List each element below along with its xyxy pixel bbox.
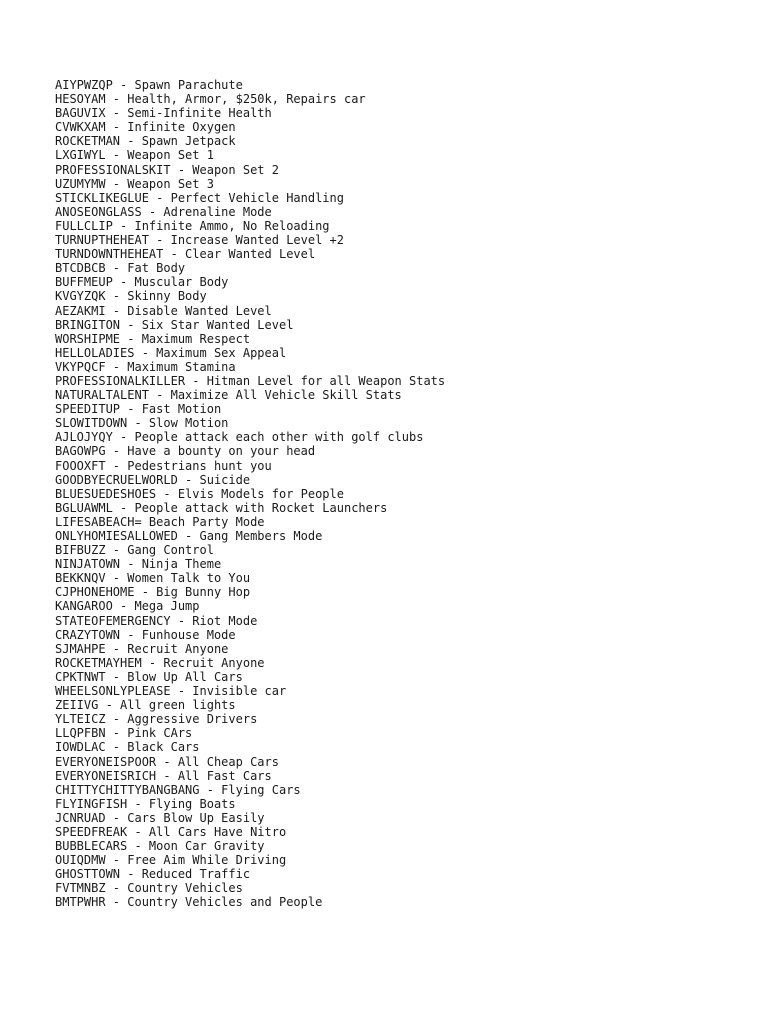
cheat-line: JCNRUAD - Cars Blow Up Easily [55, 810, 265, 825]
cheat-line: EVERYONEISPOOR - All Cheap Cars [55, 754, 279, 769]
cheat-line: WORSHIPME - Maximum Respect [55, 331, 251, 346]
cheat-line: TURNUPTHEHEAT - Increase Wanted Level +2 [55, 233, 344, 248]
cheat-line: LLQPFBN - Pink CArs [55, 726, 193, 741]
cheat-line: AEZAKMI - Disable Wanted Level [55, 303, 272, 318]
cheat-code-list [55, 78, 445, 910]
cheat-line: FVTMNBZ - Country Vehicles [55, 881, 243, 896]
cheat-line: NINJATOWN - Ninja Theme [55, 557, 222, 572]
cheat-line: ANOSEONGLASS - Adrenaline Mode [55, 204, 272, 219]
cheat-line: SJMAHPE - Recruit Anyone [55, 641, 229, 656]
cheat-line: BMTPWHR - Country Vehicles and People [55, 895, 323, 910]
cheat-line: FOOOXFT - Pedestrians hunt you [55, 458, 272, 473]
cheat-line: EVERYONEISRICH - All Fast Cars [55, 768, 272, 783]
cheat-line: OUIQDMW - Free Aim While Driving [55, 853, 287, 868]
cheat-line: YLTEICZ - Aggressive Drivers [55, 712, 258, 727]
cheat-line: CPKTNWT - Blow Up All Cars [55, 669, 243, 684]
cheat-line: KVGYZQK - Skinny Body [55, 289, 207, 304]
cheat-line: BUFFMEUP - Muscular Body [55, 275, 229, 290]
cheat-line: TURNDOWNTHEHEAT - Clear Wanted Level [55, 247, 316, 262]
cheat-line: GHOSTTOWN - Reduced Traffic [55, 867, 251, 882]
cheat-line: ROCKETMAN - Spawn Jetpack [55, 134, 236, 149]
cheat-line: FULLCLIP - Infinite Ammo, No Reloading [55, 218, 330, 233]
cheat-line: BAGUVIX - Semi-Infinite Health [55, 106, 272, 121]
cheat-line: CJPHONEHOME - Big Bunny Hop [55, 585, 251, 600]
cheat-line: KANGAROO - Mega Jump [55, 599, 200, 614]
cheat-line: BLUESUEDESHOES - Elvis Models for People [55, 486, 344, 501]
cheat-line: STICKLIKEGLUE - Perfect Vehicle Handling [55, 190, 344, 205]
cheat-line: BEKKNQV - Women Talk to You [55, 571, 251, 586]
cheat-line: BIFBUZZ - Gang Control [55, 543, 214, 558]
cheat-line: VKYPQCF - Maximum Stamina [55, 359, 236, 374]
cheat-line: SPEEDFREAK - All Cars Have Nitro [55, 824, 287, 839]
cheat-line: BRINGITON - Six Star Wanted Level [55, 317, 294, 332]
cheat-line: PROFESSIONALSKIT - Weapon Set 2 [55, 162, 279, 177]
cheat-line: LXGIWYL - Weapon Set 1 [55, 148, 214, 163]
cheat-line: SPEEDITUP - Fast Motion [55, 402, 222, 417]
cheat-line: WHEELSONLYPLEASE - Invisible car [55, 684, 287, 699]
cheat-line: CVWKXAM - Infinite Oxygen [55, 120, 236, 135]
cheat-line: STATEOFEMERGENCY - Riot Mode [55, 613, 258, 628]
cheat-line: HELLOLADIES - Maximum Sex Appeal [55, 345, 287, 360]
cheat-line: IOWDLAC - Black Cars [55, 740, 200, 755]
cheat-line: HESOYAM - Health, Armor, $250k, Repairs car [55, 92, 366, 107]
cheat-line: LIFESABEACH= Beach Party Mode [55, 514, 265, 529]
cheat-line: GOODBYECRUELWORLD - Suicide [55, 472, 251, 487]
cheat-line: FLYINGFISH - Flying Boats [55, 796, 236, 811]
cheat-line: ZEIIVG - All green lights [55, 698, 236, 713]
cheat-line: BUBBLECARS - Moon Car Gravity [55, 839, 265, 854]
cheat-line: ONLYHOMIESALLOWED - Gang Members Mode [55, 529, 323, 543]
cheat-line: NATURALTALENT - Maximize All Vehicle Skill Stats [55, 388, 402, 403]
cheat-line: BAGOWPG - Have a bounty on your head [55, 444, 316, 459]
cheat-line: PROFESSIONALKILLER - Hitman Level for all Weapon Stats [55, 373, 446, 388]
cheat-line: SLOWITDOWN - Slow Motion [55, 416, 229, 431]
cheat-line: UZUMYMW - Weapon Set 3 [55, 176, 214, 191]
cheat-line: CRAZYTOWN - Funhouse Mode [55, 627, 236, 642]
cheat-line: CHITTYCHITTYBANGBANG - Flying Cars [55, 782, 301, 797]
cheat-line: AJLOJYQY - People attack each other with golf clubs [55, 430, 424, 445]
cheat-line: BGLUAWML - People attack with Rocket Launchers [55, 500, 388, 515]
cheat-line: ROCKETMAYHEM - Recruit Anyone [55, 655, 265, 670]
cheat-line: BTCDBCB - Fat Body [55, 261, 186, 276]
cheat-line: AIYPWZQP - Spawn Parachute [55, 78, 243, 92]
